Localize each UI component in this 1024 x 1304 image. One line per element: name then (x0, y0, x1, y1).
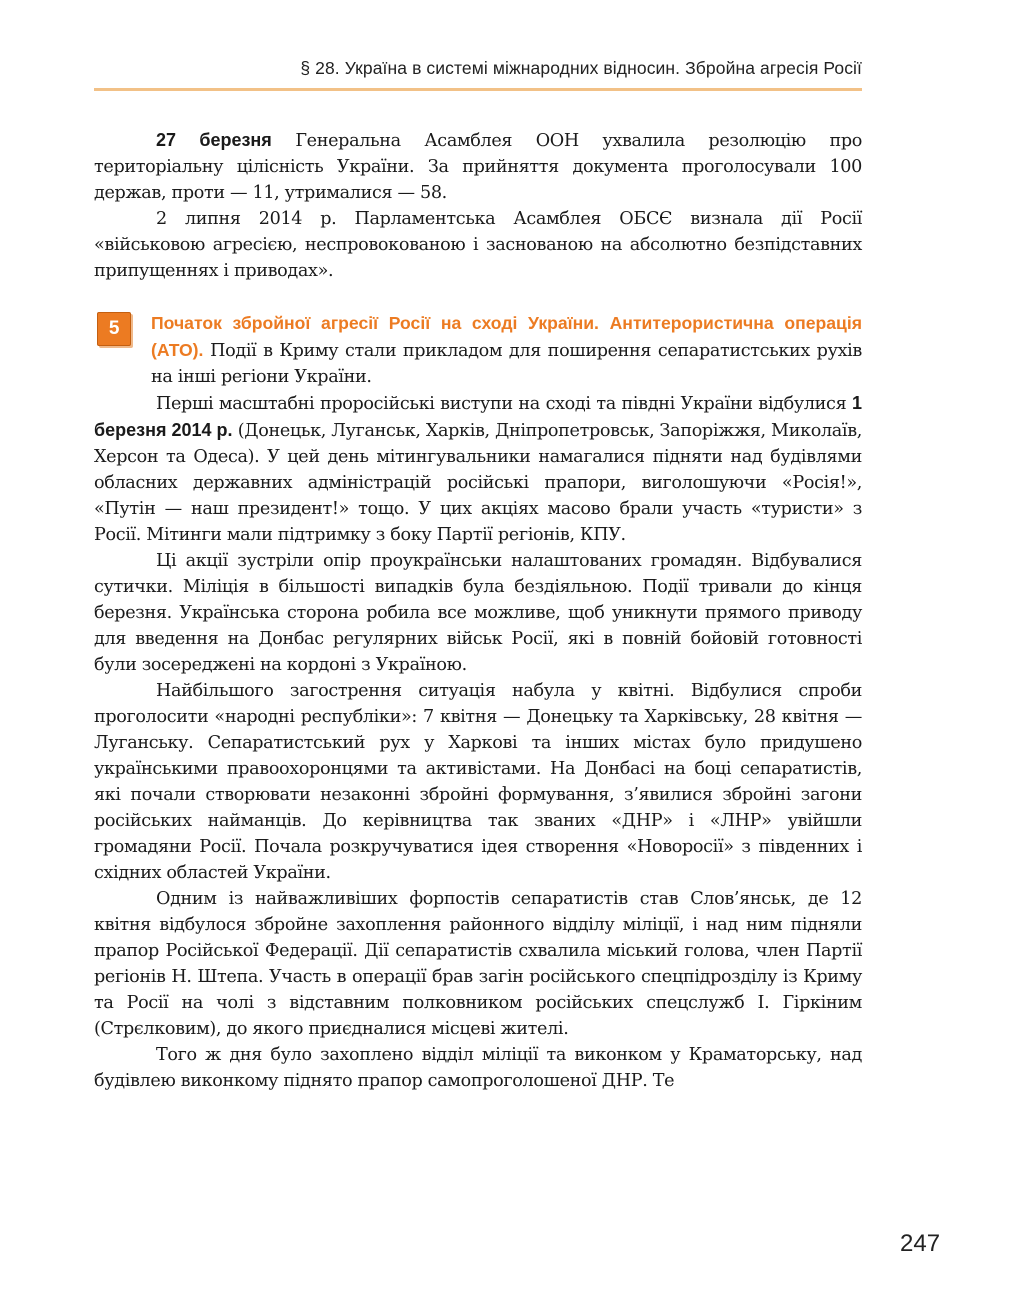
paragraph-kramatorsk: Того ж дня було захоплено відділ міліції та виконком у Краматорську, над будівлею виконкому піднято прапор самопроголошеної ДНР. Те (94, 1045, 862, 1091)
paragraph-osce: 2 липня 2014 р. Парламентська Асамблея ОБСЄ визнала дії Росії «військовою агресією, неспровокованою і заснованою на абсолютно безпідставних припущеннях і приводах». (94, 209, 862, 281)
paragraph-text: (Донецьк, Луганськ, Харків, Дніпропетровськ, Запоріжжя, Миколаїв, Херсон та Одеса). У цей день мітингувальники намагалися підняти над будівлями обласних державних адміністрацій російські прапори, виголошуючи «Росія!», «Путін — наш президент!» тощо. У цих акціях масово брали участь «туристи» з Росії. Мітинги мали підтримку з боку Партії регіонів, КПУ. (94, 421, 863, 545)
section-title: Початок збройної агресії Росії на сході України. Антитерористична операція (АТО). (151, 313, 862, 360)
section-intro-paragraph (94, 310, 862, 390)
page-number: 247 (900, 1230, 941, 1257)
paragraph-text: Перші масштабні проросійські виступи на сході та півдні України відбулися (156, 394, 852, 414)
section-5 (94, 310, 862, 390)
page-body (94, 127, 862, 1094)
running-header: § 28. Україна в системі міжнародних відносин. Збройна агресія Росії (300, 58, 862, 78)
paragraph-resistance: Ці акції зустріли опір проукраїнськи налаштованих громадян. Відбувалися сутички. Міліція в більшості випадків була бездіяльною. Події тривали до кінця березня. Українська сторона робила все можливе, щоб уникнути прямого приводу для введення на Донбас регулярних військ Росії, які в повній бойовій готовності були зосереджені на кордоні з Україною. (94, 551, 862, 675)
paragraph-un-resolution (94, 127, 862, 206)
paragraph-april: Найбільшого загострення ситуація набула у квітні. Відбулися спроби проголосити «народні республіки»: 7 квітня — Донецьку та Харківську, 28 квітня — Луганську. Сепаратистський рух у Харкові та інших містах було придушено українськими правоохоронцями та активістами. На Донбасі на боці сепаратистів, які почали створювати незаконні збройні формування, з’явилися збройні загони російських найманців. До керівництва так званих «ДНР» і «ЛНР» увійшли громадяни Росії. Почала розкручуватися ідея створення «Новоросії» з південних і східних областей України. (94, 681, 862, 883)
paragraph-march-protests (94, 390, 862, 548)
header-rule (94, 88, 862, 91)
paragraph-text: Генеральна Асамблея ООН ухвалила резолюцію про територіальну цілісність України. За прийняття документа проголосували 100 держав, проти — 11, утрималися — 58. (94, 131, 862, 203)
section-number-badge: 5 (97, 312, 131, 346)
date-bold: 1 березня 2014 р. (94, 393, 862, 440)
paragraph-sloviansk: Одним із найважливіших форпостів сепаратистів став Слов’янськ, де 12 квітня відбулося збройне захоплення районного відділу міліції, і над ним підняли прапор Російської Федерації. Дії сепаратистів схвалила міський голова, член Партії регіонів Н. Штепа. Участь в операції брав загін російського спецпідрозділу із Криму та Росії на чолі з відставним полковником російських спецслужб І. Гіркіним (Стрєлковим), до якого приєдналися місцеві жителі. (94, 889, 862, 1039)
section-intro-text: Події в Криму стали прикладом для поширення сепаратистських рухів на інші регіони України. (151, 341, 862, 387)
date-lead: 27 березня (156, 130, 272, 150)
